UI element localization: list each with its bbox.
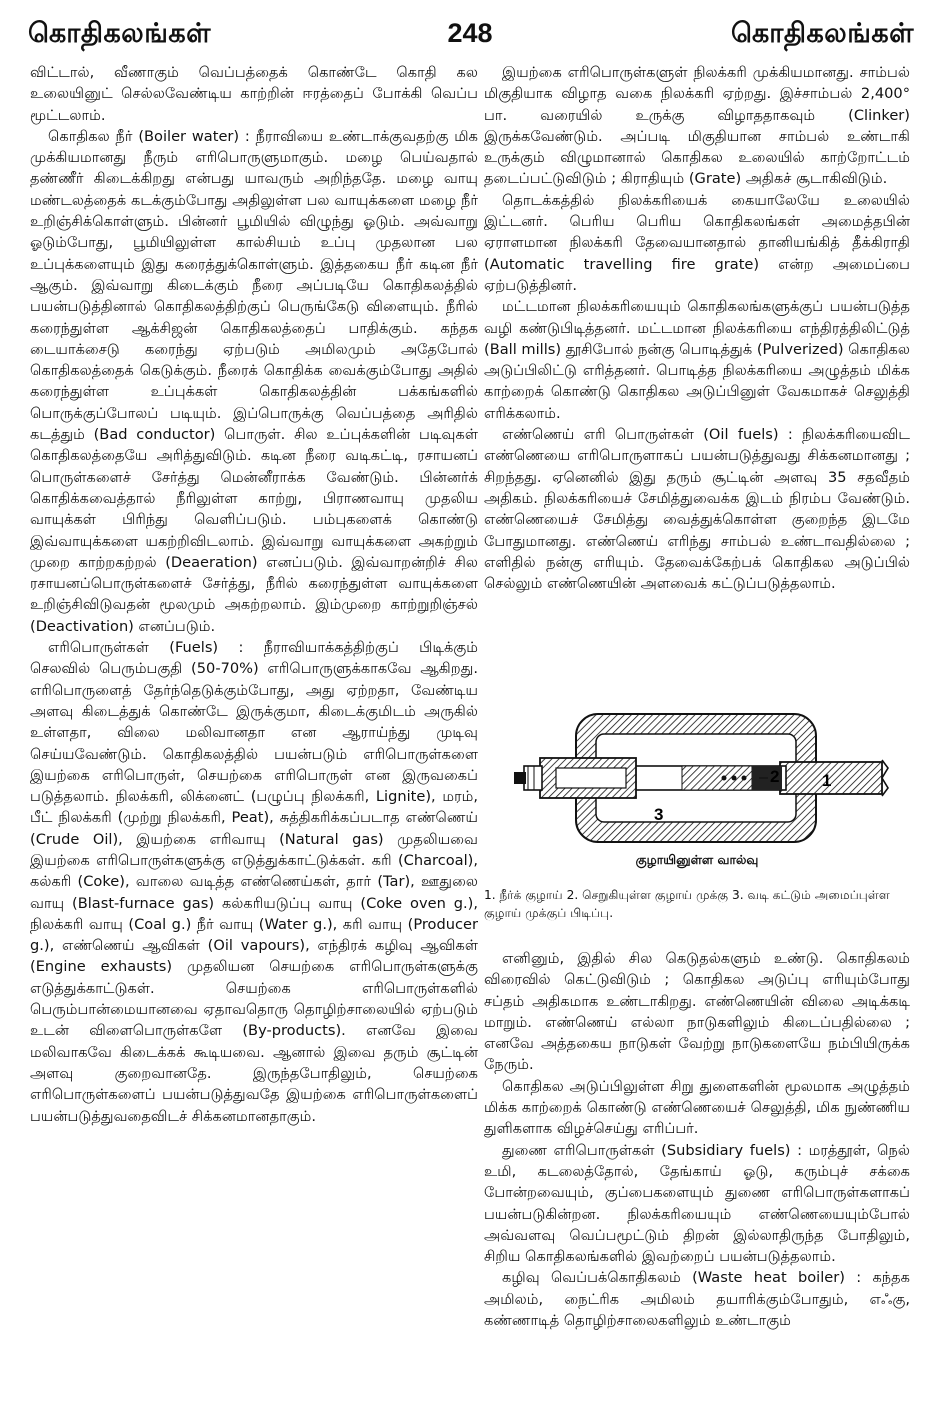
- figure-caption: குழாயினுள்ள வால்வு: [635, 852, 759, 867]
- page-header: [0, 18, 940, 64]
- section-heading-waste-heat-boiler: கழிவு வெப்பக்கொதிகலம் (Waste heat boiler) :: [502, 1269, 862, 1287]
- paragraph-oil-drawbacks: எனினும், இதில் சில கெடுதல்களும் உண்டு. கொதிகலம் விரைவில் கெட்டுவிடும் ; கொதிகல அடுப்பு எரியும்போது சப்தம் அதிகமாக உண்டாகிறது. எண்ணெயின் விலை அடிக்கடி மாறும். எண்ணெய் எல்லா நாடுகளிலும் கிடைப்பதில்லை ; எனவே அத்தகைய நாடுகள் வேற்று நாடுகளையே நம்பியிருக்க நேரும்.: [484, 950, 910, 1074]
- paragraph-continuation: விட்டால், வீணாகும் வெப்பத்தைக் கொண்டே கொதி கல உலையினுட் செல்லவேண்டிய காற்றின் ஈரத்தைப் போக்கி வெப்ப மூட்டலாம்.: [30, 64, 478, 124]
- page-number: 248: [447, 18, 493, 48]
- right-column-top: [484, 62, 910, 594]
- running-title-left: கொதிகலங்கள்: [28, 18, 211, 49]
- paragraph-pulverized: மட்டமான நிலக்கரியையும் கொதிகலங்களுக்குப் பயன்படுத்த வழி கண்டுபிடித்தனர். மட்டமான நிலக்கரியை எந்திரத்திலிட்டுத் (Ball mills) தூசிபோல் நன்கு பொடித்துக் (Pulverized) கொதிகல அடுப்பிலிட்டு எரித்தனர். பொடித்த நிலக்கரியை அழுத்தம் மிக்க காற்றைக் கொண்டு கொதிகல அடுப்பினுள் வேகமாகச் செலுத்தி எரிக்கலாம்.: [484, 298, 910, 422]
- valve-figure: [484, 706, 910, 938]
- paragraph-boiler-water: [30, 126, 478, 637]
- figure-legend: 1. நீர்க் குழாய் 2. செறுகியுள்ள குழாய் முக்கு 3. வடி கட்டும் அமைப்புள்ள குழாய் முக்குப் பிடிப்பு.: [484, 888, 890, 920]
- paragraph-waste-heat-boiler: [484, 1267, 910, 1331]
- paragraph-grate: தொடக்கத்தில் நிலக்கரியைக் கையாலேயே உலையில் இட்டனர். பெரிய பெரிய கொதிகலங்கள் அமைத்தபின் ஏராளமான நிலக்கரி தேவையானதால் தானியங்கித் தீக்கிராதி (Automatic travelling fire grate) என்ற அமைப்பை ஏற்படுத்தினர்.: [484, 191, 910, 294]
- section-heading-subsidiary-fuels: துணை எரிபொருள்கள் (Subsidiary fuels) :: [502, 1141, 802, 1159]
- left-column: [30, 62, 478, 1402]
- section-heading-boiler-water: கொதிகல நீர் (Boiler water) :: [48, 127, 250, 145]
- valve-diagram: [484, 706, 910, 846]
- paragraph-subsidiary-fuels: [484, 1140, 910, 1268]
- paragraph-body: மரத்தூள், நெல் உமி, கடலைத்தோல், தேங்காய் ஓடு, கரும்புச் சக்கை போன்றவையும், குப்பைகளையும் துணை எரிபொருள்களாகப் பயன்படுகின்றன. நிலக்கரியையும் எண்ணெயையும்போல் அவ்வளவு வெப்பமூட்டும் திறன் இல்லாதிருந்த போதிலும், சிறிய கொதிகலங்களில் இவற்றைப் பயன்படுத்தலாம்.: [484, 1141, 910, 1266]
- label-3: 3: [654, 805, 664, 824]
- paragraph-body: நீராவியை உண்டாக்குவதற்கு மிக முக்கியமானது நீரும் எரிபொருளுமாகும். மழை பெய்வதால் தண்ணீர் கிடைக்கிறது என்பது யாவரும் அறிந்ததே. மழை வாயு மண்டலத்தைக் கடக்கும்போது அதிலுள்ள பல வாயுக்களை மழை நீர் உறிஞ்சிக்கொள்ளும். பின்னர் பூமியில் விழுந்து ஓடும். அவ்வாறு ஓடும்போது, பூமியிலுள்ள கால்சியம் உப்பு முதலான பல உப்புக்களையும் இது கரைத்துக்கொள்ளும். இத்தகைய நீர் கடின நீர் ஆகும். இவ்வாறு கிடைக்கும் நீரை அப்படியே கொதிகலத்தில் பயன்படுத்தினால் கொதிகலத்திற்குப் பெருங்கேடு விளையும். நீரில் கரைந்துள்ள ஆக்சிஜன் கொதிகலத்தைப் பாதிக்கும். கந்தக டையாக்சைடு கரைந்து ஏற்படும் அமிலமும் அதேபோல் கொதிகலத்தைக் கெடுக்கும். நீரைக் கொதிக்க வைக்கும்போது அதில் கரைந்துள்ள உப்புக்கள் கொதிகலத்தின் பக்கங்களில் பொருக்குப்போலப் படியும். இப்பொருக்கு வெப்பத்தை அரிதில் கடத்தும் (Bad conductor) பொருள். சில உப்புக்களின் படிவுகள் கொதிகலத்தையே அரித்துவிடும். கடின நீரை வடிகட்டி, ரசாயனப் பொருள்களைச் சேர்த்து மென்னீராக்க வேண்டும். பின்னர்க் கொதிக்கவைத்தால் நீரிலுள்ள காற்று, பிராணவாயு முதலிய வாயுக்கள் பிரிந்து வெளிப்படும். பம்புகளைக் கொண்டு இவ்வாயுக்களை யகற்றிவிடலாம். இவ்வாறு வாயுக்களை அகற்றும் முறை காற்றகற்றல் (Deaeration) எனப்படும். இவ்வாறன்றிச் சில ரசாயனப்பொருள்களைச் சேர்த்து, நீரில் கரைந்துள்ள வாயுக்களை உறிஞ்சிவிடுவதன் மூலமும் அகற்றலாம். இம்முறை காற்றுறிஞ்சல் (Deactivation) எனப்படும்.: [30, 127, 478, 635]
- paragraph-body: நீராவியாக்கத்திற்குப் பிடிக்கும் செலவில் பெரும்பகுதி (50-70%) எரிபொருளுக்காகவே ஆகிறது. எரிபொருளைத் தேர்ந்தெடுக்கும்போது, அது ஏற்றதா, வேண்டிய அளவு கிடைத்துக் கொண்டே இருக்குமா, கிடைக்குமிடம் அருகில் உள்ளதா, விலை மலிவானதா என ஆராய்ந்து முடிவு செய்யவேண்டும். கொதிகலத்தில் பயன்படும் எரிபொருள்களை இயற்கை எரிபொருள், செயற்கை எரிபொருள் என இருவகைப் படுத்தலாம். நிலக்கரி, லிக்னைட் (பழுப்பு நிலக்கரி, Lignite), மரம், பீட் நிலக்கரி (முற்று நிலக்கரி, Peat), சுத்திகரிக்கப்படாத எண்ணெய் (Crude Oil), இயற்கை எரிவாயு (Natural gas) முதலியவை இயற்கை எரிபொருள்களுக்கு எடுத்துக்காட்டுக்கள். கரி (Charcoal), கல்கரி (Coke), வாலை வடித்த எண்ணெய்கள், தார் (Tar), ஊதுலை வாயு (Blast-furnace gas) கல்கரியடுப்பு வாயு (Coke oven g.), நிலக்கரி வாயு (Coal g.) நீர் வாயு (Water g.), கரி வாயு (Producer g.), எண்ணெய் ஆவிகள் (Oil vapours), எந்திரக் கழிவு ஆவிகள் (Engine exhausts) முதலியன செயற்கை எரிபொருள்களுக்கு எடுத்துக்காட்டுகள். செயற்கை எரிபொருள்களில் பெரும்பான்மையானவை ஏதாவதொரு தொழிற்சாலையில் ஏற்படும் உடன் விளைபொருள்களே (By-products). எனவே இவை மலிவாகவே கிடைக்கக் கூடியவை. ஆனால் இவை தரும் சூட்டின் அளவு குறைவானதே. இருந்தபோதிலும், செயற்கை எரிபொருள்களைப் பயன்படுத்துவதே இயற்கை எரிபொருள்களைப் பயன்படுத்துவதைவிடச் சிக்கனமானதாகும்.: [30, 639, 478, 1125]
- paragraph-fuels: [30, 637, 478, 1127]
- paragraph-oil-fuels: [484, 424, 910, 594]
- right-column-bottom: [484, 948, 910, 1331]
- paragraph-body: நிலக்கரியைவிட எண்ணெயை எரிபொருளாகப் பயன்படுத்துவது சிக்கனமானது ; சிறந்தது. ஏனெனில் இது தரும் சூட்டின் அளவு 35 சதவீதம் அதிகம். நிலக்கரியைச் சேமித்துவைக்க இடம் நிரம்ப வேண்டும். எண்ணெயைச் சேமித்து வைத்துக்கொள்ள குறைந்த இடமே போதுமானது. எண்ணெய் எரிந்து சாம்பல் உண்டாவதில்லை ; எளிதில் நன்கு எரியும். தேவைக்கேற்பக் கொதிகல அடுப்பில் செல்லும் எண்ணெயின் அளவைக் கட்டுப்படுத்தலாம்.: [484, 426, 911, 593]
- running-title-right: கொதிகலங்கள்: [731, 18, 914, 49]
- label-1: 1: [822, 771, 832, 790]
- paragraph-oil-burning: கொதிகல அடுப்பிலுள்ள சிறு துளைகளின் மூலமாக அழுத்தம் மிக்க காற்றைக் கொண்டு எண்ணெயைச் செலுத்தி, மிக நுண்ணிய துளிகளாக விழச்செய்து எரிப்பர்.: [484, 1077, 910, 1138]
- label-2: 2: [770, 767, 780, 786]
- section-heading-fuels: எரிபொருள்கள் (Fuels) :: [48, 639, 244, 657]
- section-heading-oil-fuels: எண்ணெய் எரி பொருள்கள் (Oil fuels) :: [502, 426, 793, 444]
- paragraph-body: கந்தக அமிலம், நைட்ரிக அமிலம் தயாரிக்கும்போதும், எஃகு, கண்ணாடித் தொழிற்சாலைகளிலும் உண்டாகும்: [484, 1269, 911, 1330]
- paragraph-coal: இயற்கை எரிபொருள்களுள் நிலக்கரி முக்கியமானது. சாம்பல் மிகுதியாக விழாத வகை நிலக்கரி ஏற்றது. இச்சாம்பல் 2,400° பா. வரையில் உருக்கு விழாததாகவும் (Clinker) இருக்கவேண்டும். அப்படி மிகுதியான சாம்பல் உண்டாகி உருக்கும் விழுமானால் கொதிகல உலையில் காற்றோட்டம் தடைப்பட்டுவிடும் ; கிராதியும் (Grate) அதிகச் சூடாகிவிடும்.: [484, 64, 910, 188]
